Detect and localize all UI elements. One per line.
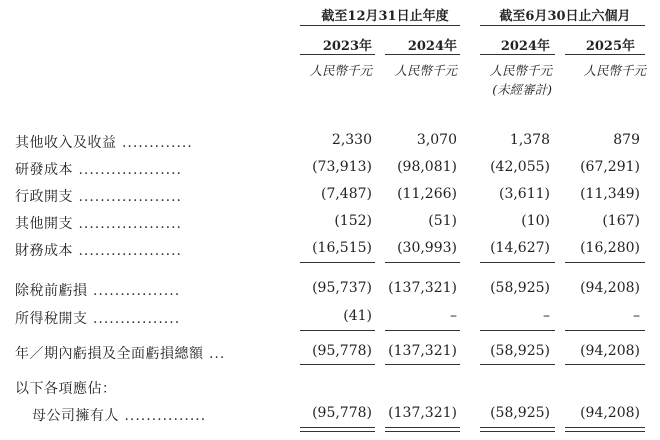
- cell-other-income-2024: 3,070: [416, 132, 457, 148]
- cell-admin-2025h1: (11,349): [580, 186, 640, 202]
- header-group-underline: [300, 25, 460, 26]
- cell-other-exp-2023: (152): [334, 213, 372, 229]
- header-year-underline: [480, 54, 555, 55]
- cell-total-2025h1: (94,208): [580, 343, 640, 359]
- cell-lbt-2023: (95,737): [312, 280, 372, 296]
- row-label-rd-costs: 研發成本 ...................: [15, 162, 183, 178]
- cell-lbt-2024h1: (58,925): [490, 280, 550, 296]
- cell-other-exp-2024h1: (10): [521, 213, 550, 229]
- double-rule: [565, 427, 645, 428]
- row-label-income-tax: 所得稅開支 ................: [15, 311, 181, 327]
- subtotal-rule: [385, 330, 460, 331]
- header-group-annual: 截至12月31日止年度: [321, 9, 449, 24]
- header-unit: 人民幣千元: [583, 63, 646, 78]
- header-unit: 人民幣千元: [309, 63, 372, 78]
- subtotal-rule: [480, 330, 555, 331]
- subtotal-rule: [480, 262, 555, 263]
- header-year-2024-interim: 2024年: [500, 39, 550, 54]
- double-rule: [480, 427, 555, 428]
- header-unit: 人民幣千元: [394, 63, 457, 78]
- cell-rd-2025h1: (67,291): [580, 159, 640, 175]
- header-year-2025-interim: 2025年: [585, 39, 635, 54]
- total-rule: [385, 364, 460, 365]
- cell-finance-2023: (16,515): [312, 240, 372, 256]
- header-year-underline: [300, 54, 375, 55]
- header-year-underline: [565, 54, 645, 55]
- header-year-2023: 2023年: [322, 39, 372, 54]
- total-rule: [480, 364, 555, 365]
- cell-total-2023: (95,778): [312, 343, 372, 359]
- cell-total-2024: (137,321): [388, 343, 457, 359]
- cell-total-2024h1: (58,925): [490, 343, 550, 359]
- cell-other-income-2023: 2,330: [331, 132, 372, 148]
- header-group-interim: 截至6月30日止六個月: [499, 9, 631, 24]
- cell-rd-2023: (73,913): [312, 159, 372, 175]
- subtotal-rule: [300, 262, 375, 263]
- cell-parent-2024: (137,321): [388, 405, 457, 421]
- header-year-2024: 2024年: [407, 39, 457, 54]
- cell-tax-2025h1: –: [633, 308, 640, 324]
- cell-finance-2025h1: (16,280): [580, 240, 640, 256]
- subtotal-rule: [565, 330, 645, 331]
- header-year-underline: [385, 54, 460, 55]
- cell-admin-2024h1: (3,611): [498, 186, 550, 202]
- cell-lbt-2025h1: (94,208): [580, 280, 640, 296]
- double-rule: [480, 431, 555, 432]
- subtotal-rule: [300, 330, 375, 331]
- cell-parent-2023: (95,778): [312, 405, 372, 421]
- row-label-admin-expenses: 行政開支 ...................: [15, 189, 183, 205]
- cell-parent-2024h1: (58,925): [490, 405, 550, 421]
- attribution-heading: 以下各項應佔：: [15, 381, 117, 397]
- row-label-parent-owners: 母公司擁有人 ...............: [32, 408, 207, 424]
- row-label-finance-costs: 財務成本 ...................: [15, 243, 183, 259]
- total-rule: [565, 364, 645, 365]
- subtotal-rule: [565, 262, 645, 263]
- cell-tax-2024h1: –: [543, 308, 550, 324]
- row-label-total-loss: 年／期內虧損及全面虧損總額 ...: [15, 346, 226, 362]
- cell-finance-2024: (30,993): [397, 240, 457, 256]
- subtotal-rule: [385, 262, 460, 263]
- cell-parent-2025h1: (94,208): [580, 405, 640, 421]
- cell-other-income-2024h1: 1,378: [509, 132, 550, 148]
- cell-other-exp-2025h1: (167): [602, 213, 640, 229]
- cell-admin-2023: (7,487): [320, 186, 372, 202]
- cell-tax-2023: (41): [343, 308, 372, 324]
- cell-other-exp-2024: (51): [428, 213, 457, 229]
- row-label-other-expenses: 其他開支 ...................: [15, 216, 183, 232]
- cell-rd-2024h1: (42,055): [490, 159, 550, 175]
- row-label-other-income: 其他收入及收益 .............: [15, 135, 193, 151]
- double-rule: [300, 431, 375, 432]
- header-unit: 人民幣千元: [489, 63, 552, 78]
- double-rule: [385, 431, 460, 432]
- cell-other-income-2025h1: 879: [613, 132, 640, 148]
- cell-rd-2024: (98,081): [397, 159, 457, 175]
- cell-lbt-2024: (137,321): [388, 280, 457, 296]
- row-label-loss-before-tax: 除稅前虧損 ................: [15, 283, 181, 299]
- double-rule: [565, 431, 645, 432]
- double-rule: [300, 427, 375, 428]
- unaudited-note: (未經審計): [492, 82, 552, 97]
- cell-admin-2024: (11,266): [397, 186, 457, 202]
- cell-tax-2024: –: [450, 308, 457, 324]
- cell-finance-2024h1: (14,627): [490, 240, 550, 256]
- header-group-underline: [480, 25, 645, 26]
- double-rule: [385, 427, 460, 428]
- total-rule: [300, 364, 375, 365]
